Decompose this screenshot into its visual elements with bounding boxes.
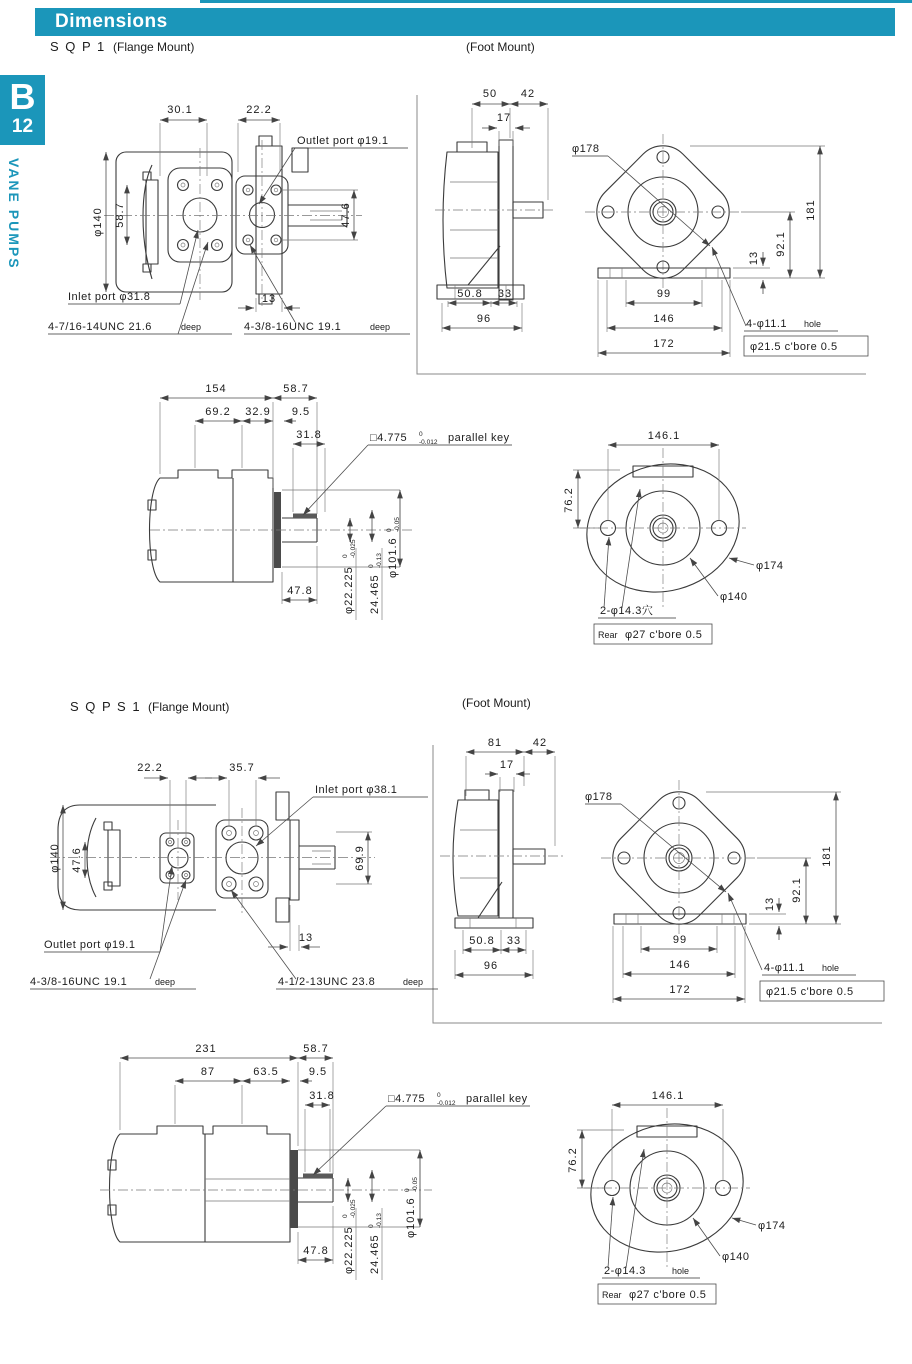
pilot-dia-label: φ101.6 <box>387 537 399 578</box>
dim-label: φ140 <box>49 843 61 873</box>
sqp1-foot-label: (Foot Mount) <box>466 40 535 54</box>
dim-label: 13 <box>764 896 776 912</box>
sqps1-front-view <box>30 762 438 989</box>
holes-label: 2-φ14.3穴 <box>600 605 654 617</box>
dim-label: 13 <box>748 250 760 266</box>
sqps1-flange-label: (Flange Mount) <box>148 700 230 714</box>
outlet-port-label: Outlet port φ19.1 <box>297 135 389 147</box>
dim-label: 58.7 <box>303 1043 329 1055</box>
dim-label: 13 <box>298 932 314 944</box>
sqps1-title: S Q P S 1 <box>70 699 142 714</box>
thread-deep-label: deep <box>155 977 176 987</box>
key-height-label: 24.465 <box>369 574 381 614</box>
thread-label: 4-3/8-16UNC 19.1 <box>244 321 342 333</box>
cbore-label: φ21.5 c'bore 0.5 <box>750 341 838 353</box>
rear-cbore-label: φ27 c'bore 0.5 <box>629 1289 707 1301</box>
phi174-label: φ174 <box>756 560 784 572</box>
dim-label: 50 <box>482 88 498 100</box>
dim-label: 22.2 <box>137 762 163 774</box>
dim-label: 181 <box>805 199 817 221</box>
thread-label: 4-7/16-14UNC 21.6 <box>48 321 152 333</box>
dim-label: 47.6 <box>71 847 83 873</box>
dim-label: 154 <box>205 383 227 395</box>
rear-cbore-label: φ27 c'bore 0.5 <box>625 629 703 641</box>
sqp1-foot-section-border <box>417 95 866 374</box>
rear-word-label: Rear <box>598 630 618 640</box>
dim-label: 47.8 <box>287 585 313 597</box>
pilot-dia-tol-lo: -0.05 <box>412 1177 419 1192</box>
inlet-port-label: Inlet port φ38.1 <box>315 784 398 796</box>
dim-label: 92.1 <box>775 231 787 257</box>
dim-label: 172 <box>669 984 691 996</box>
phi140-label: φ140 <box>720 591 748 603</box>
key-word-label: parallel key <box>466 1093 528 1105</box>
dim-label: 146.1 <box>647 430 681 442</box>
shaft-dia-label: φ22.225 <box>343 566 355 614</box>
pilot-dia-tol-lo: -0.05 <box>394 517 401 532</box>
dim-label: 47.8 <box>303 1245 329 1257</box>
hole-label: 4-φ11.1 <box>746 318 788 330</box>
dim-label: 92.1 <box>791 877 803 903</box>
key-height-label: 24.465 <box>369 1234 381 1274</box>
dim-label: 146 <box>669 959 691 971</box>
sqp1-front-view <box>48 104 410 334</box>
dim-label: 146 <box>653 313 675 325</box>
dim-label: 33 <box>506 935 522 947</box>
hole-word-label: hole <box>804 319 822 329</box>
key-tol-hi: 0 <box>419 431 423 438</box>
shaft-dia-tol-hi: 0 <box>342 554 349 558</box>
dim-label: 42 <box>532 737 548 749</box>
dim-label: 47.6 <box>340 202 352 228</box>
dim-label: 172 <box>653 338 675 350</box>
key-height-tol-lo: -0.13 <box>376 553 383 568</box>
inlet-port-label: Inlet port φ31.8 <box>68 291 151 303</box>
shaft-dia-tol-hi: 0 <box>342 1214 349 1218</box>
dim-label: 9.5 <box>308 1066 328 1078</box>
key-height-tol-hi: 0 <box>368 1224 375 1228</box>
sidebar-label: VANE PUMPS <box>6 158 22 270</box>
dim-label: 22.2 <box>246 104 272 116</box>
sqps1-foot-side-view <box>440 737 565 979</box>
pilot-dia-label: φ101.6 <box>405 1197 417 1238</box>
dim-label: 96 <box>476 313 492 325</box>
dim-label: 17 <box>499 759 515 771</box>
dim-label: 231 <box>195 1043 217 1055</box>
dim-label: 58.7 <box>283 383 309 395</box>
key-label: □4.775 <box>370 432 408 444</box>
holes-word-label: hole <box>672 1266 690 1276</box>
sqps1-foot-rear-view <box>585 780 884 1003</box>
key-word-label: parallel key <box>448 432 510 444</box>
dim-label: 32.9 <box>245 406 271 418</box>
dim-label: 50.8 <box>469 935 495 947</box>
outlet-port-label: Outlet port φ19.1 <box>44 939 136 951</box>
dim-label: 76.2 <box>563 487 575 513</box>
dim-label: 146.1 <box>651 1090 685 1102</box>
sqp1-side-view <box>148 383 512 620</box>
thread-deep-label: deep <box>181 322 202 332</box>
dim-label: 9.5 <box>291 406 311 418</box>
dim-label: 63.5 <box>253 1066 279 1078</box>
dim-label: 31.8 <box>296 429 322 441</box>
dim-label: 81 <box>487 737 503 749</box>
rear-word-label: Rear <box>602 1290 622 1300</box>
sqp1-rear-view <box>563 430 784 644</box>
key-height-tol-lo: -0.13 <box>376 1213 383 1228</box>
key-height-tol-hi: 0 <box>368 564 375 568</box>
thread-label: 4-3/8-16UNC 19.1 <box>30 976 128 988</box>
dim-label: 17 <box>496 112 512 124</box>
dim-label: φ140 <box>92 207 104 237</box>
holes-label: 2-φ14.3 <box>604 1265 646 1277</box>
dim-label: 87 <box>200 1066 216 1078</box>
pilot-dia-tol-hi: 0 <box>386 528 393 532</box>
sqp1-flange-label: (Flange Mount) <box>113 40 195 54</box>
phi174-label: φ174 <box>758 1220 786 1232</box>
chapter-number: 12 <box>11 116 34 137</box>
shaft-dia-label: φ22.225 <box>343 1226 355 1274</box>
phi178-label: φ178 <box>572 143 600 155</box>
thread-deep-label: deep <box>403 977 424 987</box>
thread-deep-label: deep <box>370 322 391 332</box>
dim-label: 181 <box>821 845 833 867</box>
sqps1-rear-view <box>567 1090 786 1304</box>
dim-label: 31.8 <box>309 1090 335 1102</box>
shaft-dia-tol-lo: -0.025 <box>350 1199 357 1218</box>
sqp1-title: S Q P 1 <box>50 39 106 54</box>
dim-label: 99 <box>656 288 672 300</box>
dim-label: 69.9 <box>354 845 366 871</box>
hole-label: 4-φ11.1 <box>764 962 806 974</box>
hole-word-label: hole <box>822 963 840 973</box>
pilot-dia-tol-hi: 0 <box>404 1188 411 1192</box>
dim-label: 35.7 <box>229 762 255 774</box>
dim-label: 42 <box>520 88 536 100</box>
page-title: Dimensions <box>55 11 168 32</box>
dim-label: 76.2 <box>567 1147 579 1173</box>
phi178-label: φ178 <box>585 791 613 803</box>
thread-label: 4-1/2-13UNC 23.8 <box>278 976 376 988</box>
dim-label: 50.8 <box>457 288 483 300</box>
sqps1-foot-label: (Foot Mount) <box>462 696 531 710</box>
dim-label: 96 <box>483 960 499 972</box>
dim-label: 99 <box>672 934 688 946</box>
cbore-label: φ21.5 c'bore 0.5 <box>766 986 854 998</box>
dim-label: 58.7 <box>114 202 126 228</box>
chapter-letter: B <box>9 76 36 117</box>
dim-label: 13 <box>261 293 277 305</box>
key-tol-lo: -0.012 <box>419 439 438 446</box>
phi140-label: φ140 <box>722 1251 750 1263</box>
key-tol-lo: -0.012 <box>437 1100 456 1107</box>
dim-label: 69.2 <box>205 406 231 418</box>
shaft-dia-tol-lo: -0.025 <box>350 539 357 558</box>
key-label: □4.775 <box>388 1093 426 1105</box>
sqp1-foot-side-view <box>435 88 556 332</box>
sqp1-foot-rear-view <box>572 134 868 357</box>
key-tol-hi: 0 <box>437 1092 441 1099</box>
dim-label: 33 <box>497 288 513 300</box>
sqps1-side-view <box>100 1043 530 1280</box>
dim-label: 30.1 <box>167 104 193 116</box>
